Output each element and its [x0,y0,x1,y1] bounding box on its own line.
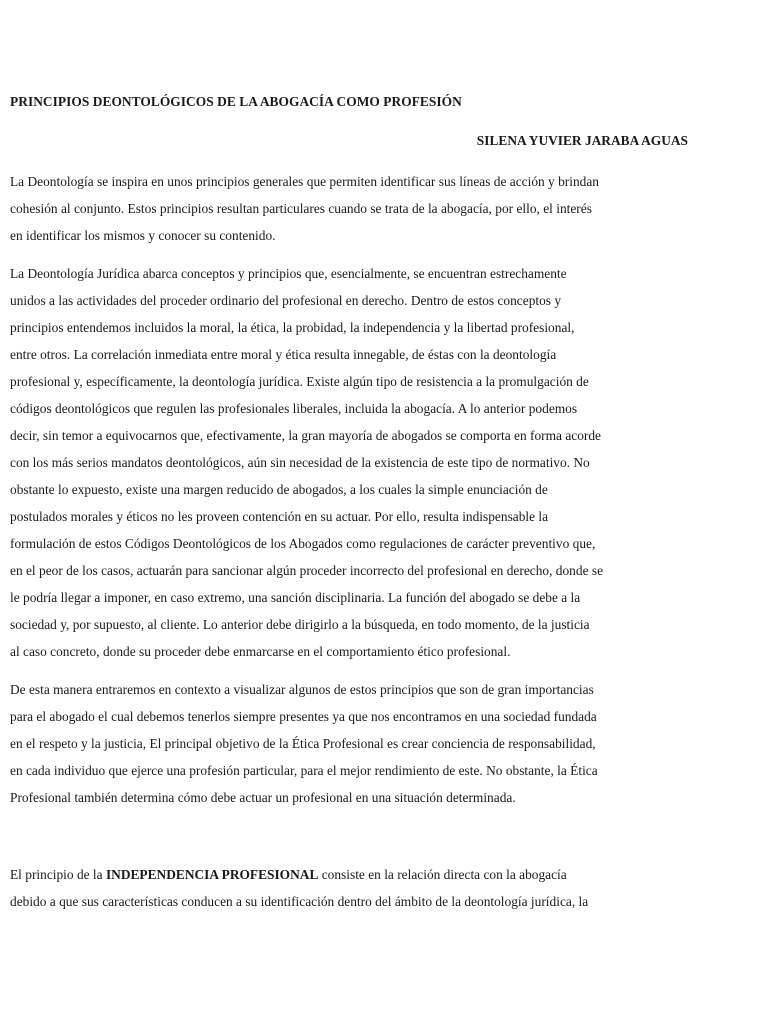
text-line: decir, sin temor a equivocarnos que, efectivamente, la gran mayoría de abogados se comporta en forma acorde [10,428,602,443]
text-line: sociedad y, por supuesto, al cliente. Lo anterior debe dirigirlo a la búsqueda, en todo momento, de la justicia [10,617,590,632]
text-line: obstante lo expuesto, existe una margen reducido de abogados, a los cuales la simple enunciación de [10,482,548,497]
paragraph-deontologia-juridica [10,260,682,665]
paragraph-independencia [10,861,682,915]
text-line: en identificar los mismos y conocer su contenido. [10,228,276,243]
text-line: unidos a las actividades del proceder ordinario del profesional en derecho. Dentro de estos conceptos y [10,293,562,308]
text-line: formulación de estos Códigos Deontológicos de los Abogados como regulaciones de carácter preventivo que, [10,536,596,551]
text-line: profesional y, específicamente, la deontología jurídica. Existe algún tipo de resistencia a la promulgación de [10,374,589,389]
document-author: SILENA YUVIER JARABA AGUAS [476,133,688,148]
text-line: debido a que sus características conducen a su identificación dentro del ámbito de la deontología jurídica, la [10,894,589,909]
text-line: principios entendemos incluidos la moral, la ética, la probidad, la independencia y la libertad profesional, [10,320,575,335]
document-title: PRINCIPIOS DEONTOLÓGICOS DE LA ABOGACÍA COMO PROFESIÓN [10,94,462,109]
paragraph-contexto [10,676,682,811]
text-line: en cada individuo que ejerce una profesión particular, para el mejor rendimiento de este. No obstante, la Ética [10,763,598,778]
text-run: consiste en la relación directa con la abogacía [318,867,567,882]
text-line: Profesional también determina cómo debe actuar un profesional en una situación determinada. [10,790,516,805]
paragraph-intro [10,168,682,249]
text-run: El principio de la [10,867,106,882]
text-line: De esta manera entraremos en contexto a visualizar algunos de estos principios que son de gran importancias [10,682,594,697]
text-line: La Deontología se inspira en unos principios generales que permiten identificar sus líneas de acción y brindan [10,174,600,189]
text-line: para el abogado el cual debemos tenerlos siempre presentes ya que nos encontramos en una sociedad fundada [10,709,597,724]
text-line [10,861,682,888]
text-line: cohesión al conjunto. Estos principios resultan particulares cuando se trata de la abogacía, por ello, el interés [10,201,592,216]
text-line: en el peor de los casos, actuarán para sancionar algún proceder incorrecto del profesional en derecho, donde se [10,563,604,578]
text-line: entre otros. La correlación inmediata entre moral y ética resulta innegable, de éstas con la deontología [10,347,557,362]
bold-term: INDEPENDENCIA PROFESIONAL [105,867,319,882]
text-line: al caso concreto, donde su proceder debe enmarcarse en el comportamiento ético profesional. [10,644,511,659]
text-line: con los más serios mandatos deontológicos, aún sin necesidad de la existencia de este tipo de normativo. No [10,455,590,470]
text-line: postulados morales y éticos no les proveen contención en su actuar. Por ello, resulta indispensable la [10,509,549,524]
text-line: le podría llegar a imponer, en caso extremo, una sanción disciplinaria. La función del abogado se debe a la [10,590,581,605]
text-line: códigos deontológicos que regulen las profesionales liberales, incluida la abogacía. A lo anterior podemos [10,401,578,416]
text-line: La Deontología Jurídica abarca conceptos y principios que, esencialmente, se encuentran estrechamente [10,266,567,281]
text-line: en el respeto y la justicia, El principal objetivo de la Ética Profesional es crear conciencia de responsabilidad, [10,736,596,751]
